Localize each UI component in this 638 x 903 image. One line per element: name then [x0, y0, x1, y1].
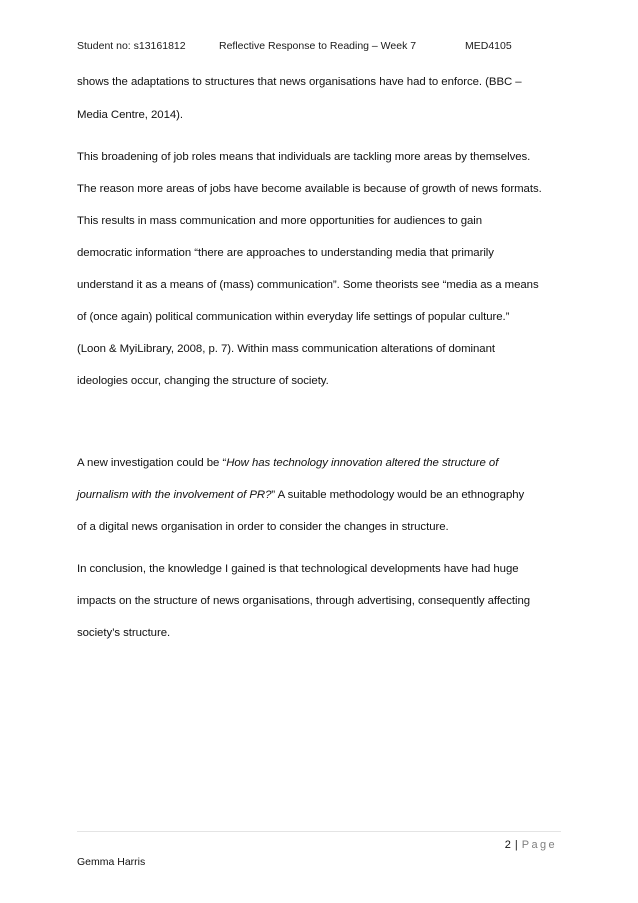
footer-divider	[77, 831, 561, 832]
body-line: Media Centre, 2014).	[77, 109, 184, 121]
body-line: understand it as a means of (mass) communication”. Some theorists see “media as a means	[77, 279, 539, 291]
body-line: impacts on the structure of news organisations, through advertising, consequently affecting	[77, 595, 531, 607]
body-line: This results in mass communication and more opportunities for audiences to gain	[77, 215, 483, 227]
body-line: In conclusion, the knowledge I gained is that technological developments have had huge	[77, 563, 519, 575]
research-question-italic: How has technology innovation altered the structure of	[226, 457, 499, 469]
body-line: (Loon & MyiLibrary, 2008, p. 7). Within mass communication alterations of dominant	[77, 343, 495, 355]
page-label: Page	[521, 839, 557, 851]
body-line: This broadening of job roles means that individuals are tackling more areas by themselves.	[77, 151, 531, 163]
page-number-separator: |	[514, 839, 518, 851]
footer-author: Gemma Harris	[77, 856, 146, 868]
body-text: A new investigation could be “	[77, 457, 227, 469]
research-question-italic: journalism with the involvement of PR?	[77, 489, 272, 501]
body-line: of (once again) political communication within everyday life settings of popular culture.”	[77, 311, 510, 323]
body-line: ideologies occur, changing the structure of society.	[77, 375, 329, 387]
body-text: ” A suitable methodology would be an ethnography	[271, 489, 525, 501]
body-line: democratic information “there are approaches to understanding media that primarily	[77, 247, 494, 259]
body-line: of a digital news organisation in order to consider the changes in structure.	[77, 521, 449, 533]
header-title: Reflective Response to Reading – Week 7	[219, 40, 417, 52]
header-module: MED4105	[465, 40, 512, 52]
header-student-no: Student no: s13161812	[77, 40, 186, 52]
page-number-value: 2	[504, 839, 511, 851]
body-line	[77, 489, 524, 501]
body-line: shows the adaptations to structures that news organisations have had to enforce. (BBC –	[77, 76, 522, 88]
body-line	[77, 457, 498, 469]
body-line: The reason more areas of jobs have become available is because of growth of news formats.	[77, 183, 542, 195]
body-line: society’s structure.	[77, 627, 171, 639]
page-number	[505, 839, 557, 851]
